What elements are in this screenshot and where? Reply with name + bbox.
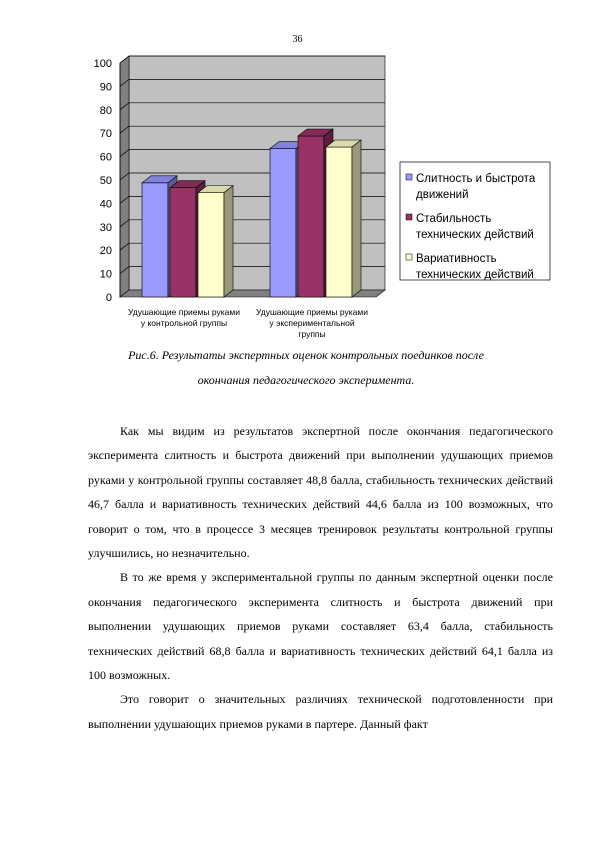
page-number: 36	[292, 34, 303, 45]
legend-swatch	[406, 254, 412, 260]
legend-swatch	[406, 214, 412, 220]
bar-front	[270, 149, 296, 297]
bar-side	[352, 140, 361, 297]
legend-label: Слитность и быстрота	[416, 173, 536, 185]
x-category-label: Удушающие приемы руками	[256, 307, 368, 317]
figure-caption	[86, 343, 526, 393]
bar-front	[170, 188, 196, 297]
paragraph: Как мы видим из результатов экспертной после окончания педагогического эксперимента слитность и быстрота движений при выполнении удушающих приемов руками у контрольной группы составляет 48,8 балла, стабильность технических действий 46,7 балла и вариативность технических действий 44,6 балла из 100 возможных, что говорит о том, что в процессе 3 месяцев тренировок результаты контрольной группы улучшились, но незначительно.	[88, 424, 553, 561]
legend-label: технических действий	[416, 269, 534, 281]
y-tick-label: 20	[99, 245, 112, 258]
y-tick-label: 50	[99, 175, 112, 187]
legend-label: технических действий	[416, 229, 534, 241]
figure-caption-line-1: Рис.6. Результаты экспертных оценок контрольных поединков после	[128, 348, 484, 362]
legend-label: Вариативность	[416, 253, 497, 265]
bar-side	[224, 186, 233, 297]
bar-front	[298, 136, 324, 297]
y-tick-label: 40	[99, 198, 112, 211]
bar-chart	[60, 50, 560, 350]
y-tick-label: 80	[99, 104, 112, 117]
x-category-label: группы	[298, 329, 326, 339]
legend-swatch	[406, 174, 412, 180]
legend-label: движений	[416, 189, 469, 201]
x-category-label: у экспериментальной	[269, 318, 355, 328]
x-category-label: Удушающие приемы руками	[128, 307, 240, 317]
y-tick-label: 60	[99, 151, 112, 164]
bar-front	[198, 193, 224, 297]
legend-label: Стабильность	[416, 213, 492, 225]
figure-caption-line-2: окончания педагогического эксперимента.	[197, 373, 415, 387]
bar-front	[326, 147, 352, 297]
y-tick-label: 70	[99, 128, 112, 141]
paragraph: Это говорит о значительных различиях технической подготовленности при выполнении удушающих приемов руками в партере. Данный факт	[88, 692, 553, 731]
y-tick-label: 0	[105, 292, 112, 304]
y-tick-label: 10	[99, 268, 112, 281]
y-tick-label: 30	[99, 221, 112, 234]
paragraph: В то же время у экспериментальной группы по данным экспертной оценки после окончания педагогического эксперимента слитность и быстрота движений при выполнении удушающих приемов руками составляет 63,4 балла, стабильность технических действий 68,8 балла и вариативность технических действий 64,1 балла из 100 возможных.	[88, 570, 553, 683]
bar-front	[142, 183, 168, 297]
body-text	[88, 419, 553, 736]
y-tick-label: 100	[93, 58, 112, 70]
y-tick-label: 90	[99, 81, 112, 94]
x-category-label: у контрольной группы	[140, 318, 228, 328]
